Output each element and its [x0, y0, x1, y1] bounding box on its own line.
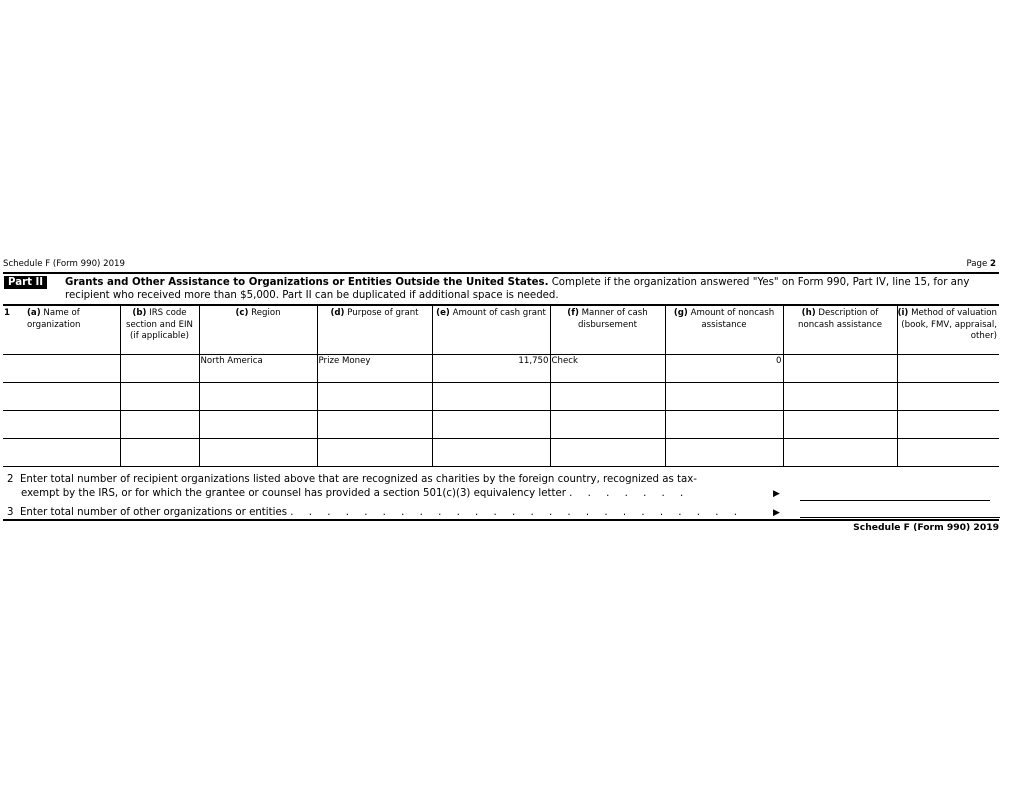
part-tag: Part II — [4, 276, 47, 289]
cell-name[interactable] — [3, 439, 120, 467]
line-number: 1 — [4, 308, 10, 318]
line-2-text-b: exempt by the IRS, or for which the grantee or counsel has provided a section 501(c)(3) equivalency letter . . . . . . . — [21, 488, 690, 499]
line-2-arrow-icon: ▶ — [773, 489, 780, 499]
line-2-number: 2 — [7, 474, 14, 485]
cell-noncash-amount[interactable]: 0 — [665, 355, 783, 383]
cell-region[interactable]: North America — [199, 355, 317, 383]
column-header-e: (e) Amount of cash grant — [432, 305, 550, 355]
summary-lines — [3, 467, 999, 533]
line-3-number: 3 — [7, 507, 14, 518]
line-3-arrow-icon: ▶ — [773, 508, 780, 518]
part-description — [65, 276, 995, 302]
cell-manner[interactable] — [550, 411, 665, 439]
cell-cash-amount[interactable] — [432, 439, 550, 467]
grants-table — [3, 304, 999, 467]
cell-name[interactable] — [3, 411, 120, 439]
leader-dots: . . . . . . . — [569, 488, 690, 499]
column-header-h: (h) Description of noncash assistance — [783, 305, 897, 355]
cell-noncash-desc[interactable] — [783, 383, 897, 411]
cell-purpose[interactable] — [317, 411, 432, 439]
cell-region[interactable] — [199, 439, 317, 467]
cell-purpose[interactable] — [317, 439, 432, 467]
cell-noncash-amount[interactable] — [665, 411, 783, 439]
cell-irs-ein[interactable] — [120, 411, 199, 439]
cell-noncash-amount[interactable] — [665, 439, 783, 467]
line-3-text: 3 Enter total number of other organizations or entities . . . . . . . . . . . . . . . . . . . . . . . . . — [7, 507, 743, 518]
cell-region[interactable] — [199, 383, 317, 411]
cell-manner[interactable] — [550, 439, 665, 467]
cell-purpose[interactable]: Prize Money — [317, 355, 432, 383]
column-header-c: (c) Region — [199, 305, 317, 355]
cell-valuation[interactable] — [897, 439, 999, 467]
cell-cash-amount[interactable]: 11,750 — [432, 355, 550, 383]
cell-irs-ein[interactable] — [120, 355, 199, 383]
page-header — [3, 258, 999, 272]
part-ii-heading — [3, 274, 999, 304]
leader-dots: . . . . . . . . . . . . . . . . . . . . . . . . . — [290, 507, 743, 518]
cell-cash-amount[interactable] — [432, 411, 550, 439]
cell-manner[interactable]: Check — [550, 355, 665, 383]
page-word: Page — [966, 259, 991, 269]
cell-noncash-desc[interactable] — [783, 355, 897, 383]
cell-noncash-amount[interactable] — [665, 383, 783, 411]
column-header-f: (f) Manner of cash disbursement — [550, 305, 665, 355]
cell-cash-amount[interactable] — [432, 383, 550, 411]
page-number: 2 — [990, 259, 996, 269]
footer-rule — [3, 519, 999, 521]
line-2-answer-field[interactable] — [800, 500, 990, 501]
part-instructions: Complete if the organization answered "Yes" on Form 990, Part IV, line 15, for any recipient who received more than $5,000. Part II can be duplicated if additional space is needed. — [65, 277, 970, 301]
form-name: Schedule F (Form 990) 2019 — [3, 259, 125, 269]
line-2-text-a: 2 Enter total number of recipient organizations listed above that are recognized as charities by the foreign country, recognized as tax- — [7, 474, 697, 485]
cell-manner[interactable] — [550, 383, 665, 411]
column-header-a: 1 (a) Name of organization — [3, 305, 120, 355]
cell-irs-ein[interactable] — [120, 439, 199, 467]
table-row — [3, 383, 999, 411]
cell-name[interactable] — [3, 383, 120, 411]
column-header-d: (d) Purpose of grant — [317, 305, 432, 355]
page-number-label — [966, 259, 996, 269]
column-header-i: (i) Method of valuation (book, FMV, appraisal, other) — [897, 305, 999, 355]
column-header-g: (g) Amount of noncash assistance — [665, 305, 783, 355]
cell-region[interactable] — [199, 411, 317, 439]
cell-noncash-desc[interactable] — [783, 411, 897, 439]
table-row — [3, 411, 999, 439]
cell-valuation[interactable] — [897, 383, 999, 411]
table-row — [3, 439, 999, 467]
table-header-row — [3, 305, 999, 355]
part-title: Grants and Other Assistance to Organizations or Entities Outside the United States. — [65, 277, 549, 288]
table-row — [3, 355, 999, 383]
cell-noncash-desc[interactable] — [783, 439, 897, 467]
cell-irs-ein[interactable] — [120, 383, 199, 411]
cell-valuation[interactable] — [897, 355, 999, 383]
schedule-f-part-ii-form — [3, 258, 999, 533]
footer-form-name: Schedule F (Form 990) 2019 — [853, 522, 999, 533]
line-3-answer-field[interactable] — [800, 517, 1000, 518]
cell-name[interactable] — [3, 355, 120, 383]
cell-valuation[interactable] — [897, 411, 999, 439]
cell-purpose[interactable] — [317, 383, 432, 411]
column-header-b: (b) IRS code section and EIN (if applicable) — [120, 305, 199, 355]
